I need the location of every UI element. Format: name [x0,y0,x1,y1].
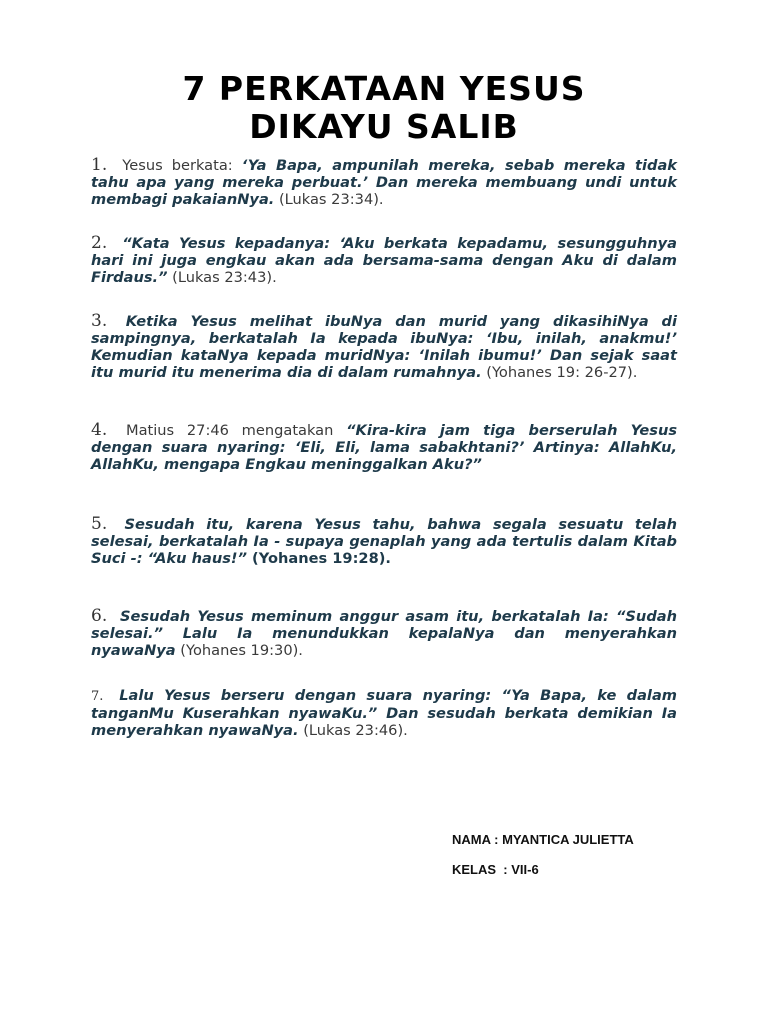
saying-item-2 [91,235,677,286]
item-intro: Yesus berkata: [122,157,242,174]
item-quote: Lalu Yesus berseru dengan suara nyaring: “Ya Bapa, ke dalam tanganMu Kuserahkan nyawaKu.” Dan sesudah berkata demikian Ia menyerahkan nyawaNya. [91,687,677,739]
item-number: 7. [91,689,104,704]
saying-item-3 [91,313,677,381]
student-name: NAMA : MYANTICA JULIETTA [452,832,634,847]
item-number: 2. [91,233,108,253]
page-title [0,70,768,146]
item-quote: ‘Ya Bapa, ampunilah mereka, sebab mereka tidak tahu apa yang mereka perbuat.’ Dan mereka membuang undi untuk membagi pakaianNya. [91,157,678,208]
saying-item-1 [91,157,677,208]
saying-item-4 [91,422,677,473]
item-quote: Sesudah itu, karena Yesus tahu, bahwa segala sesuatu telah selesai, berkatalah Ia - supaya genaplah yang ada tertulis dalam Kitab Suci -: “Aku haus!” [91,516,677,567]
saying-item-6 [91,608,677,659]
title-line-2: DIKAYU SALIB [249,107,519,146]
title-line-1: 7 PERKATAAN YESUS [182,69,586,108]
item-reference: (Lukas 23:46). [298,722,408,739]
item-number: 6. [91,606,108,626]
item-quote: Ketika Yesus melihat ibuNya dan murid yang dikasihiNya di sampingnya, berkatalah Ia kepada ibuNya: ‘Ibu, inilah, anakmu!’ Kemudian kataNya kepada muridNya: ‘Inilah ibumu!’ Dan sejak saat itu murid itu menerima dia di dalam rumahnya. [91,313,678,381]
item-reference: (Lukas 23:34). [274,191,384,208]
item-reference: (Yohanes 19:30). [175,642,303,659]
saying-item-7 [91,687,677,739]
item-reference: (Lukas 23:43). [167,269,277,286]
item-quote: “Kata Yesus kepadanya: ‘Aku berkata kepadamu, sesungguhnya hari ini juga engkau akan ada bersama-sama dengan Aku di dalam Firdaus.” [91,235,678,286]
item-number: 3. [91,311,108,331]
student-class: KELAS : VII-6 [452,862,539,877]
saying-item-5 [91,516,677,567]
item-number: 1. [91,155,108,175]
item-intro: Matius 27:46 mengatakan [125,422,347,439]
item-reference: (Yohanes 19: 26-27). [481,364,638,381]
item-reference: (Yohanes 19:28). [246,550,391,567]
item-number: 4. [91,420,108,440]
item-quote: “Kira-kira jam tiga berserulah Yesus dengan suara nyaring: ‘Eli, Eli, lama sabakhtani?’ Artinya: AllahKu, AllahKu, mengapa Engkau meninggalkan Aku?” [91,422,678,473]
item-quote: Sesudah Yesus meminum anggur asam itu, berkatalah Ia: “Sudah selesai.” Lalu Ia menundukkan kepalaNya dan menyerahkan nyawaNya [91,608,678,659]
item-number: 5. [91,514,108,534]
